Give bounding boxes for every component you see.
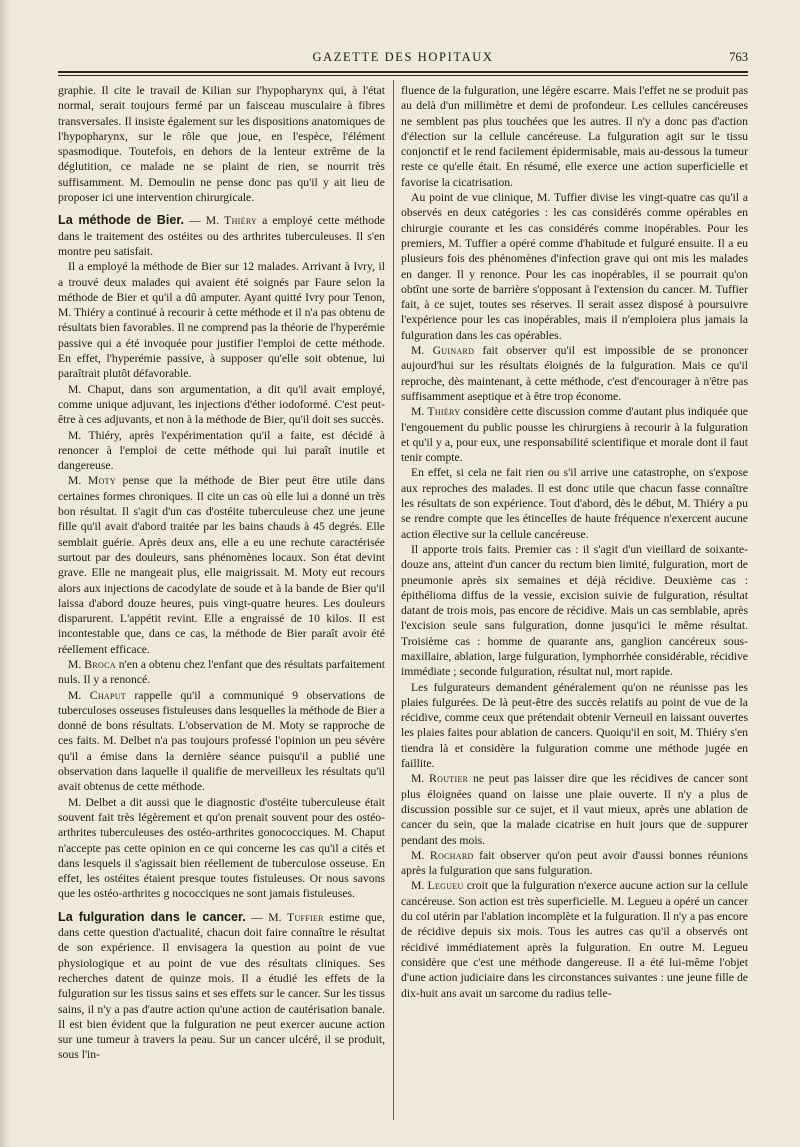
author-name: Chaput <box>89 688 126 702</box>
section-heading-fulguration: La fulguration dans le cancer. <box>58 909 246 924</box>
paragraph: M. Delbet a dit aussi que le diagnostic d'ostéite tuberculeuse était souvent fait très légèrement et qu'on prenait souvent pour des ostéo-arthrites tuberculeuses des ostéo-arthrites gonococciques. M. Chaput n'accepte pas cette opinion en ce qui concerne les cas qu'il a cités et dans lesquels il s'agissait bien réellement de tuberculose osseuse. En effet, les ostéites étaient presque toutes fistuleuses. Or nous savons que les ostéo-arthrites g nococciques ne sont jamais fistuleuses. <box>58 795 385 901</box>
paragraph: M. Thiéry, après l'expérimentation qu'il a faite, est décidé à renoncer à l'emploi de cette méthode qui lui paraît inutile et dangereuse. <box>58 428 385 473</box>
page-number: 763 <box>729 50 748 64</box>
section-bier: La méthode de Bier. — M. Thiéry a employé cette méthode dans le traitement des ostéites ou des arthrites tuberculeuses. Il s'en montre peu satisfait. <box>58 213 385 258</box>
author-name: Rochard <box>429 848 474 862</box>
paragraph: M. Legueu croit que la fulguration n'exerce aucune action sur la cellule cancéreuse. Son action est très superficielle. M. Legueu a opéré un cancer du col utérin par l'ablation incomplète et la fulguration. Il n'y a pas encore de récidive depuis six mois. Tous les autres cas qu'il a observés ont récidivé immédiatement après la fulguration. En outre M. Legueu considère que c'est une méthode dangereuse. Il a été lui-même l'objet d'une action judiciaire dans les circonstances suivantes : une jeune fille de dix-huit ans avait un sarcome du radius telle- <box>401 879 748 1000</box>
paragraph: fluence de la fulguration, une légère escarre. Mais l'effet ne se produit pas au delà d'un millimètre et demi de profondeur. Les cellules cancéreuses ne semblent pas plus touchées que les autres. Il n'y a donc pas d'action d'élection sur la cellule cancéreuse. La fulguration agit sur le tissu conjonctif et le rend facilement épidermisable, mais au-dessous la tumeur reste ce qu'elle était. En résumé, elle exerce une action superficielle et favorise la cicatrisation. <box>401 84 748 189</box>
author-name: Thiéry <box>427 405 461 419</box>
paragraph: M. Guinard fait observer qu'il est impossible de se prononcer aujourd'hui sur les résultats éloignés de la fulguration. Mais ce qu'il reproche, dès maintenant, à cette méthode, c'est d'encourager à n'être pas suffisamment aseptique et à être trop économe. <box>401 344 748 403</box>
paragraph: Au point de vue clinique, M. Tuffier divise les vingt-quatre cas qu'il a observés en deux catégories : les cas considérés comme opérables en chirurgie courante et les cas considérés comme inopérables. Pour les premiers, M. Tuffier a opéré comme d'habitude et fulguré ensuite. Il a eu plusieurs fois des phénomènes d'infection grave qui ont mis les malades en danger. Il y renonce. Pour les cas inopérables, il se pourrait qu'on obtînt une sorte de barrière s'opposant à l'extension du cancer. M. Tuffier fait, à ce sujet, toutes ses réserves. Il serait assez disposé à poursuivre l'expérience pour les cas inopérables, mais il n'emploiera plus jamais la fulguration dans les cas opérables. <box>401 191 748 342</box>
paragraph: M. Routier ne peut pas laisser dire que les récidives de cancer sont plus éloignées quand on laisse une plaie ouverte. Il n'y a plus de discussion possible sur ce sujet, et il vaut mieux, après une ablation de cancer du sein, que la malade cicatrise en huit jours que de suppurer pendant des mois. <box>401 772 748 847</box>
header-rule-thick <box>58 71 748 73</box>
page-edge-shadow <box>0 0 10 1147</box>
paragraph: M. Rochard fait observer qu'on peut avoir d'aussi bonnes réunions après la fulguration que sans fulguration. <box>401 848 748 878</box>
page-header <box>58 50 748 70</box>
journal-title: GAZETTE DES HOPITAUX <box>312 50 494 64</box>
author-name: Thiéry <box>224 214 258 228</box>
section-heading-bier: La méthode de Bier. <box>58 213 185 228</box>
author-name: Legueu <box>427 879 464 893</box>
right-column <box>401 83 748 1001</box>
paragraph: En effet, si cela ne fait rien ou s'il arrive une catastrophe, on s'expose aux reproches des malades. Il est donc utile que chacun fasse connaître les résultats de son expérience. Tout d'abord, dès le début, M. Thiéry a pu se rendre compte que les étincelles de haute fréquence n'exercent aucune action élective sur la cellule cancéreuse. <box>401 466 748 541</box>
paragraph: graphie. Il cite le travail de Kilian sur l'hypopharynx qui, à l'état normal, serait toujours fermé par un faisceau musculaire à fibres transversales. Il insiste également sur les dispositions anatomiques de l'hypopharynx, sur le rôle que joue, en l'espèce, l'élément spasmodique. Toutefois, en dehors de la lenteur extrême de la déglutition, ce malade ne se plaint de rien, se nourrit très suffisamment. M. Demoulin ne pense donc pas qu'il y ait lieu de proposer ici une intervention chirurgicale. <box>58 84 385 205</box>
paragraph: Il apporte trois faits. Premier cas : il s'agit d'un vieillard de soixante-douze ans, atteint d'un cancer du rectum bien limité, fulguration, mort de pneumonie après six semaines et déjà récidive. Deuxième cas : épithélioma diffus de la vessie, excision suivie de fulguration, résultat datant de trois mois, pas encore de récidive. Mais un cas semblable, après l'excision seule sans fulguration, donne jusqu'ici le même résultat. Troisième cas : homme de quarante ans, ganglion cancéreux sous-maxillaire, ablation, large fulguration, lymphorrhée considérable, récidive immédiate ; seconde fulguration, résultat nul, mort rapide. <box>401 542 748 679</box>
author-name: Routier <box>429 772 469 786</box>
paragraph: M. Moty pense que la méthode de Bier peut être utile dans certaines formes chroniques. Il cite un cas où elle lui a donné un très bon résultat. Il s'agit d'un cas d'ostéite tuberculeuse chez une jeune fille qu'il avait d'abord traitée par les bains chauds à 45 degrés. Elle semblait guérie. Après deux ans, elle a eu une rechute caractérisée surtout par des douleurs, sans phénomènes locaux. Son état devint grave. Elle ne mangeait plus, elle maigrissait. M. Moty eut recours alors aux injections de cacodylate de soude et à la bande de Bier qu'il laissa d'abord douze heures, puis vingt-quatre heures. Les douleurs disparurent. L'appétit revint. Elle a engraissé de 10 kilos. Il est incontestable que, dans ce cas, la méthode de Bier paraît avoir été réellement efficace. <box>58 474 385 656</box>
author-name: Guinard <box>432 344 475 358</box>
paragraph: Il a employé la méthode de Bier sur 12 malades. Arrivant à Ivry, il a trouvé deux malades qui avaient été soignés par Faure selon la méthode de Bier et qu'il a dû amputer. Ayant quitté Ivry pour Tenon, M. Thiéry a continué à recourir à cette méthode et il n'a pas obtenu de résultats bien favorables. Il ne comprend pas la théorie de l'hyperémie passive qui a été invoquée pour justifier l'emploi de cette méthode. En effet, l'hyperémie passive, à supposer qu'elle soit obtenue, lui paraîtrait plutôt défavorable. <box>58 260 385 381</box>
author-name: Moty <box>87 474 116 488</box>
paragraph: M. Chaput rappelle qu'il a communiqué 9 observations de tuberculoses osseuses fistuleuses dans lesquelles la méthode de Bier a donné de bons résultats. L'observation de M. Moty se rapproche de ces faits. M. Delbet n'a pas toujours professé l'opinion un peu sévère qu'il a émise dans la dernière séance puisqu'il a publié une observation dans laquelle il qualifie de merveilleux les résultats qu'il avait obtenus de cette méthode. <box>58 688 385 794</box>
paragraph: M. Thiéry considère cette discussion comme d'autant plus indiquée que l'engouement du public pousse les chirurgiens à recourir à la fulguration et qu'il y a, pour eux, une responsabilité scientifique et morale dont il faut tenir compte. <box>401 405 748 465</box>
author-name: Broca <box>84 657 116 671</box>
column-divider <box>393 80 394 1120</box>
section-fulguration: La fulguration dans le cancer. — M. Tuffier estime que, dans cette question d'actualité, chacun doit faire connaître le résultat de son expérience. Il envisagera la question au point de vue physiologique et au point de vue des résultats cliniques. Ses recherches datent de quinze mois. Il a étudié les effets de la fulguration sur les tissus sains et ses effets sur le cancer. Sur les tissus sains, il n'y a pas d'autre action qu'une action de cautérisation banale. Il est bien évident que la fulguration ne peut exercer aucune action sur une tumeur à travers la peau. Sur un cancer ulcéré, il se produit, sous l'in- <box>58 909 385 1062</box>
author-name: Tuffier <box>287 910 324 924</box>
header-rule-thin <box>58 75 748 76</box>
paragraph: M. Broca n'en a obtenu chez l'enfant que des résultats parfaitement nuls. Il y a renoncé. <box>58 657 385 687</box>
left-column <box>58 83 385 1063</box>
paragraph: Les fulgurateurs demandent généralement qu'on ne réunisse pas les plaies fulgurées. De là peut-être des succès relatifs au point de vue de la récidive, comme ceux que prétendait obtenir Verneuil en laissant ouvertes les plaies faites pour ablation de cancers. Quoiqu'il en soit, M. Thiéry s'en tiendra là et considère la fulguration comme une méthode jugée en faillite. <box>401 680 748 771</box>
paragraph: M. Chaput, dans son argumentation, a dit qu'il avait employé, comme unique adjuvant, les injections d'éther iodoformé. C'est peut-être à ces adjuvants, et non à la méthode de Bier, qu'il doit ses succès. <box>58 382 385 427</box>
